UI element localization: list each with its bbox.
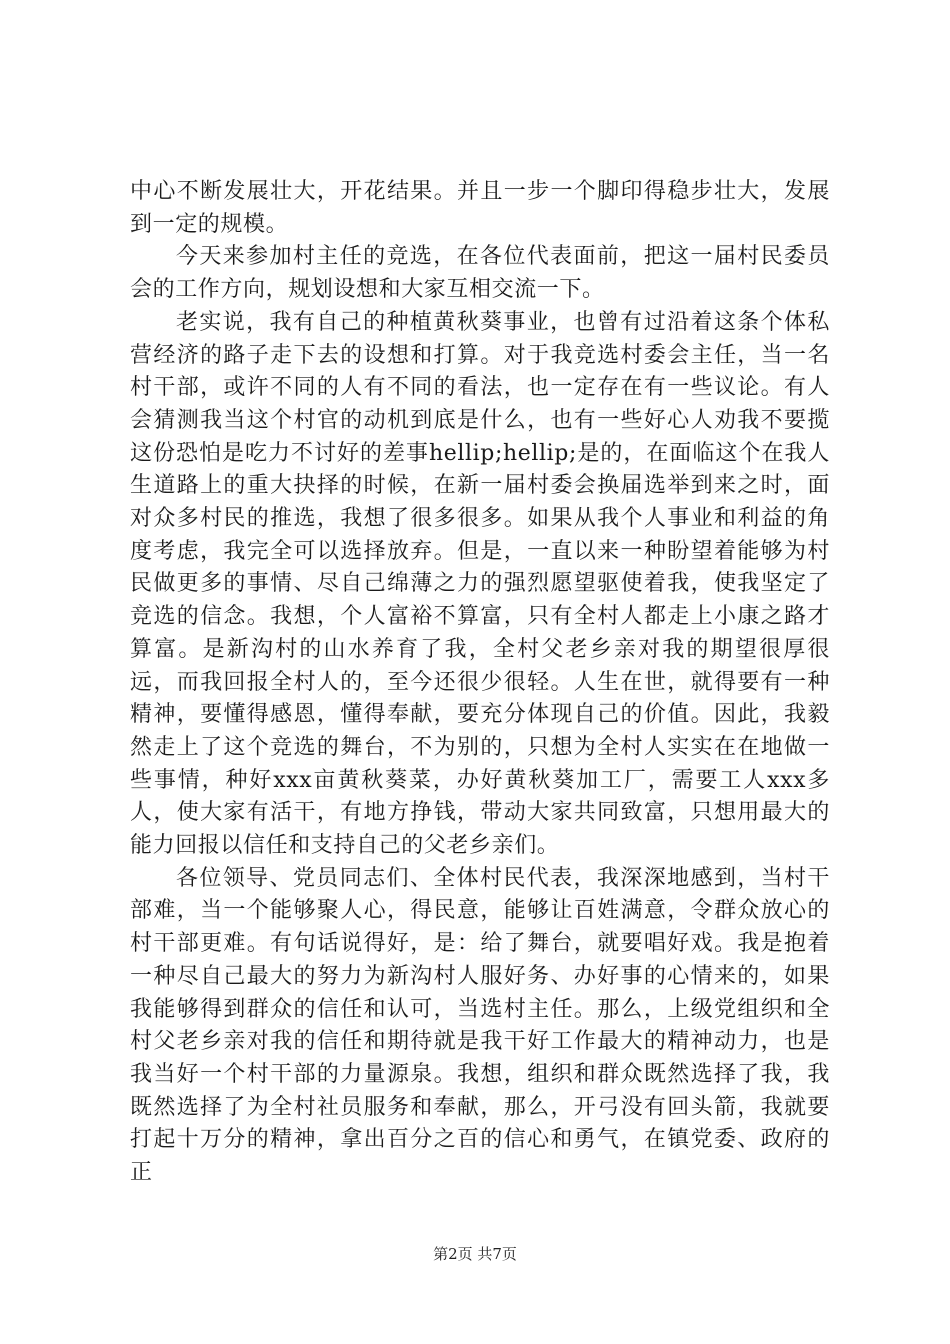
page-number-footer: 第2页 共7页 [433,1245,517,1263]
document-body [130,176,830,1190]
paragraph-1: 中心不断发展壮大，开花结果。并且一步一个脚印得稳步壮大，发展到一定的规模。 [130,179,830,237]
paragraph-2: 今天来参加村主任的竞选，在各位代表面前，把这一届村民委员会的工作方向，规划设想和大家互相交流一下。 [130,244,830,303]
paragraph-4: 各位领导、党员同志们、全体村民代表，我深深地感到，当村干部难，当一个能够聚人心，得民意，能够让百姓满意，令群众放心的村干部更难。有句话说得好，是：给了舞台，就要唱好戏。我是抱着一种尽自己最大的努力为新沟村人服好务、办好事的心情来的，如果我能够得到群众的信任和认可，当选村主任。那么，上级党组织和全村父老乡亲对我的信任和期待就是我干好工作最大的精神动力，也是我当好一个村干部的力量源泉。我想，组织和群众既然选择了我，我既然选择了为全村社员服务和奉献，那么，开弓没有回头箭，我就要打起十万分的精神，拿出百分之百的信心和勇气，在镇党委、政府的正 [130,865,830,1186]
paragraph-3: 老实说，我有自己的种植黄秋葵事业，也曾有过沿着这条个体私营经济的路子走下去的设想和打算。对于我竞选村委会主任，当一名村干部，或许不同的人有不同的看法，也一定存在有一些议论。有人会猜测我当这个村官的动机到底是什么，也有一些好心人劝我不要揽这份恐怕是吃力不讨好的差事hellip;hellip;是的，在面临这个在我人生道路上的重大抉择的时候，在新一届村委会换届选举到来之时，面对众多村民的推选，我想了很多很多。如果从我个人事业和利益的角度考虑，我完全可以选择放弃。但是，一直以来一种盼望着能够为村民做更多的事情、尽自己绵薄之力的强烈愿望驱使着我，使我坚定了竞选的信念。我想，个人富裕不算富，只有全村人都走上小康之路才算富。是新沟村的山水养育了我，全村父老乡亲对我的期望很厚很远，而我回报全村人的，至今还很少很轻。人生在世，就得要有一种精神，要懂得感恩，懂得奉献，要充分体现自己的价值。因此，我毅然走上了这个竞选的舞台，不为别的，只想为全村人实实在在地做一些事情，种好xxx亩黄秋葵菜，办好黄秋葵加工厂，需要工人xxx多人，使大家有活干，有地方挣钱，带动大家共同致富，只想用最大的能力回报以信任和支持自己的父老乡亲们。 [130,309,830,859]
